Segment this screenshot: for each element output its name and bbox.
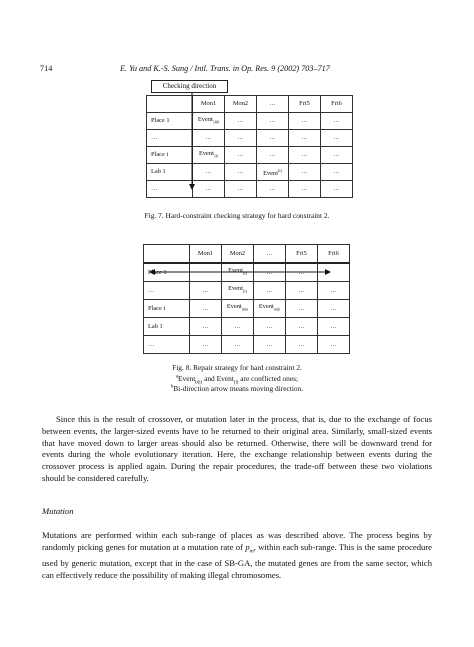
table-cell: … [222, 336, 254, 354]
row-header: … [144, 282, 190, 300]
table-cell: … [286, 318, 318, 336]
table-cell [144, 245, 190, 264]
table-cell: … [225, 164, 257, 181]
event-label: Event$_{100}$ [197, 115, 220, 125]
fig8-note-b: $^b$Bi-direction arrow means moving direction. [170, 384, 304, 393]
column-header: … [257, 96, 289, 113]
table-row [144, 300, 350, 318]
table-cell: … [190, 300, 222, 318]
row-header: Place i [147, 147, 193, 164]
row-header: … [147, 130, 193, 147]
table-cell: … [321, 164, 353, 181]
table-cell: … [321, 130, 353, 147]
table-cell: … [318, 300, 350, 318]
table-cell: … [257, 147, 289, 164]
column-header: Fri6 [321, 96, 353, 113]
table-row [144, 282, 350, 300]
table-row [144, 245, 350, 264]
column-header: Mon2 [225, 96, 257, 113]
event-label: Event$_{10}$ [198, 149, 219, 159]
table-cell: … [254, 282, 286, 300]
table-row [144, 318, 350, 336]
table-cell: … [225, 113, 257, 130]
table-cell: … [286, 300, 318, 318]
column-header: Mon1 [190, 245, 222, 264]
section-heading: Mutation [42, 506, 74, 516]
table-cell: … [190, 282, 222, 300]
fig8-table [143, 244, 350, 354]
table-cell: … [193, 181, 225, 198]
table-cell: … [321, 147, 353, 164]
row-header: … [144, 336, 190, 354]
event-label: Event$_{(i)}$ [228, 285, 247, 294]
table-row [147, 164, 353, 181]
table-cell: … [222, 318, 254, 336]
table-cell [193, 147, 225, 164]
body-paragraph-1: Since this is the result of crossover, or mutation later in the process, that is, due to the exchange of focus between events, the larger-sized events have to be returned to their original area. Similarly, small-sized events that have moved down to larger areas should also be returned. Otherwise, there will be downward trend for events during the whole evolutionary iteration. Here, the exchange relationship between events during the crossover process is applied again. During the repair procedures, the trade-off between these two violations should be considered carefully. [42, 414, 432, 483]
running-head: E. Yu and K.-S. Sung / Intl. Trans. in Op. Res. 9 (2002) 703–717 [120, 64, 330, 73]
row-header: Place i [144, 300, 190, 318]
table-cell: … [318, 282, 350, 300]
table-cell [222, 300, 254, 318]
table-cell: … [257, 130, 289, 147]
table-cell: … [318, 336, 350, 354]
event-label: Event$^{(i)}$ [263, 167, 282, 177]
body-paragraph-2: Mutations are performed within each sub-range of places as was described above. The process begins by randomly picking genes for mutation at a mutation rate of $p_m$, within each sub-range. This is the same procedure used by generic mutation, except that in the case of SB-GA, the mutated genes are from the same sector, which can effectively reduce the possibility of making illegal chromosomes. [42, 530, 432, 581]
table-cell [193, 113, 225, 130]
table-cell: … [321, 113, 353, 130]
table-cell: … [254, 336, 286, 354]
table-cell [190, 263, 222, 282]
checking-direction-label: Checking direction [151, 80, 228, 93]
row-header: Lab 1 [144, 318, 190, 336]
table-row [147, 113, 353, 130]
table-cell: … [257, 113, 289, 130]
fig7-table [146, 95, 353, 198]
table-row [147, 181, 353, 198]
table-cell: … [254, 318, 286, 336]
table-cell: … [225, 181, 257, 198]
table-row [144, 336, 350, 354]
fig8-caption: Fig. 8. Repair strategy for hard constraint 2. [172, 363, 302, 372]
page-number: 714 [40, 64, 53, 73]
table-cell [147, 96, 193, 113]
table-cell: … [286, 263, 318, 282]
row-header: Lab 1 [147, 164, 193, 181]
table-row [147, 130, 353, 147]
table-cell: … [289, 113, 321, 130]
table-cell: … [193, 164, 225, 181]
table-cell: … [254, 263, 286, 282]
event-label: Event$_{nnk}$ [258, 303, 281, 312]
row-header: Place 1 [144, 263, 190, 282]
column-header: Fri5 [286, 245, 318, 264]
table-cell: … [190, 336, 222, 354]
table-cell: … [257, 181, 289, 198]
table-cell: … [190, 318, 222, 336]
column-header: Mon2 [222, 245, 254, 264]
column-header: Mon1 [193, 96, 225, 113]
table-cell: … [286, 336, 318, 354]
table-cell [222, 282, 254, 300]
column-header: Fri6 [318, 245, 350, 264]
table-cell: … [193, 130, 225, 147]
table-cell: … [225, 147, 257, 164]
column-header: Fri5 [289, 96, 321, 113]
table-cell: … [289, 164, 321, 181]
table-cell [222, 263, 254, 282]
table-cell: … [289, 147, 321, 164]
table-cell: … [286, 282, 318, 300]
event-label: Event$_{(i)}$ [228, 267, 247, 276]
row-header: Place 1 [147, 113, 193, 130]
table-cell: … [289, 181, 321, 198]
fig8-note-a: $^a$Event$_{b(i)}$ and Event$_{(i)}$ are conflicted ones; [175, 374, 299, 386]
table-cell [318, 263, 350, 282]
table-cell: … [321, 181, 353, 198]
table-cell [254, 300, 286, 318]
table-cell [257, 164, 289, 181]
table-cell: … [289, 130, 321, 147]
table-row [144, 263, 350, 282]
fig7-caption: Fig. 7. Hard-constraint checking strategy for hard constraint 2. [144, 211, 330, 220]
column-header: … [254, 245, 286, 264]
table-cell: … [225, 130, 257, 147]
table-row [147, 147, 353, 164]
event-label: Event$_{nnn}$ [226, 303, 249, 312]
table-row [147, 96, 353, 113]
table-cell: … [318, 318, 350, 336]
row-header: … [147, 181, 193, 198]
